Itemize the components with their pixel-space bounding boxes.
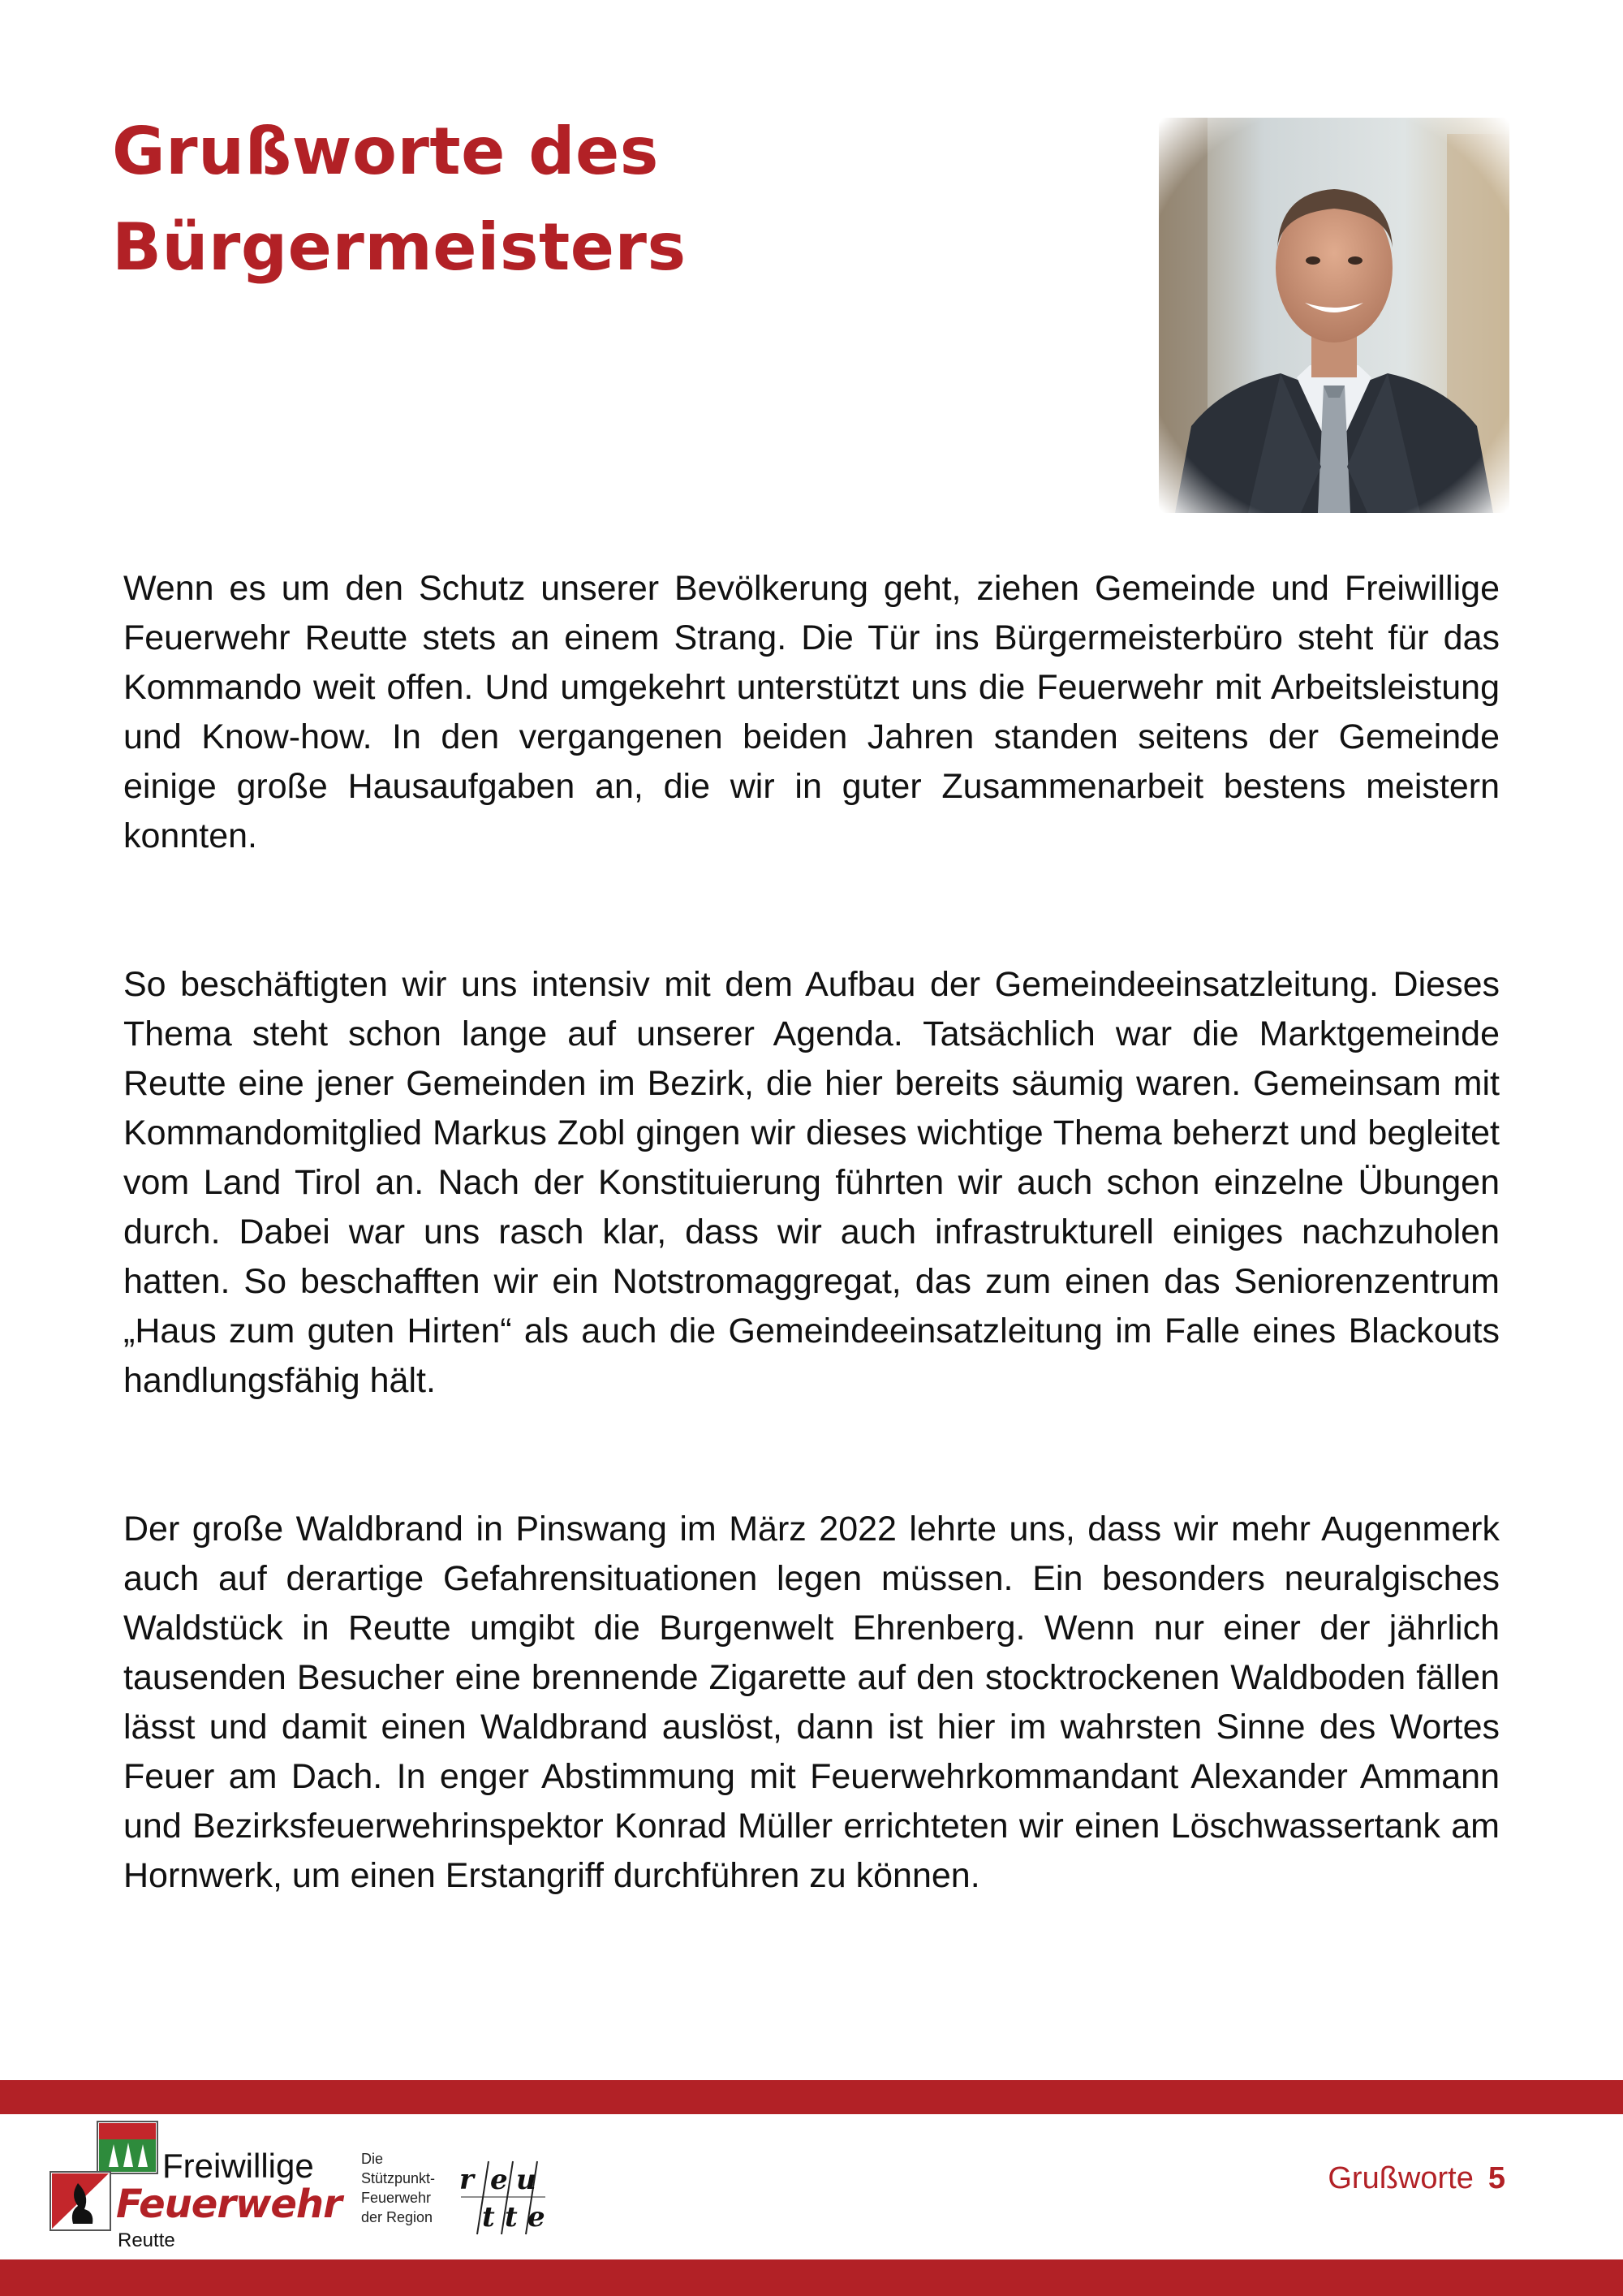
reutte-letter-e2: e — [527, 2201, 545, 2234]
stuetzpunkt-line-3: Feuerwehr — [361, 2190, 432, 2206]
logo-name-line-2: Feuerwehr — [116, 2182, 342, 2227]
reutte-letter-t2: t — [505, 2201, 518, 2234]
stuetzpunkt-line-4: der Region — [361, 2209, 433, 2225]
logo-name-line-3: Reutte — [118, 2229, 175, 2251]
footer-band-top — [0, 2080, 1623, 2114]
logo-name-line-1: Freiwillige — [162, 2147, 314, 2185]
paragraph-1: Wenn es um den Schutz unserer Bevölkerung geht, ziehen Gemeinde und Freiwillige Feuerwehr Reutte stets an einem Strang. Die Tür ins Bürgermeisterbüro steht für das Kommando weit offen. Und umgekehrt unterstützt uns die Feuerwehr mit Arbeitsleistung und Know-how. In den vergangenen beiden Jahren standen seitens der Gemeinde einige große Hausaufgaben an, die wir in guter Zusammenarbeit bestens meistern konnten. — [123, 569, 1500, 855]
stuetzpunkt-text — [361, 2149, 458, 2227]
reutte-letter-r: r — [459, 2164, 474, 2196]
stuetzpunkt-line-1: Die — [361, 2151, 384, 2167]
reutte-letter-t1: t — [482, 2201, 495, 2234]
section-label: Grußworte — [1328, 2161, 1474, 2195]
paragraph-3: Der große Waldbrand in Pinswang im März 2022 lehrte uns, dass wir mehr Augenmerk auch auf derartige Gefahrensituationen legen müssen. Ein besonders neuralgisches Waldstück in Reutte umgibt die Burgenwelt Ehrenberg. Wenn nur einer der jährlich tausenden Besucher eine brennende Zigarette auf den stocktrockenen Waldboden fällen lässt und damit einen Waldbrand auslöst, dann ist hier im wahrsten Sinne des Wortes Feuer am Dach. In enger Abstimmung mit Feuerwehrkommandant Alexander Ammann und Bezirksfeuerwehrinspektor Konrad Müller errichteten wir einen Löschwassertank am Hornwerk, um einen Erstangriff durchführen zu können. — [123, 1510, 1500, 1895]
body-text — [123, 564, 1500, 2000]
reutte-logo-mark — [454, 2155, 552, 2240]
page-title — [112, 104, 687, 295]
portrait-photo — [1159, 118, 1509, 513]
stuetzpunkt-line-2: Stützpunkt- — [361, 2170, 436, 2186]
reutte-letter-u: u — [516, 2164, 536, 2196]
page-title-line-1: Grußworte des — [112, 114, 659, 189]
page-number: 5 — [1487, 2161, 1505, 2195]
footer-section-label — [1328, 2161, 1505, 2196]
page-title-line-2: Bürgermeisters — [112, 209, 687, 285]
footer-band-bottom — [0, 2259, 1623, 2296]
paragraph-2: So beschäftigten wir uns intensiv mit dem Aufbau der Gemeindeeinsatzleitung. Dieses Thema steht schon lange auf unserer Agenda. Tatsächlich war die Marktgemeinde Reutte eine jener Gemeinden im Bezirk, die hier bereits säumig waren. Gemeinsam mit Kommandomitglied Markus Zobl gingen wir dieses wichtige Thema beherzt und begleitet vom Land Tirol an. Nach der Konstituierung führten wir auch schon einzelne Übungen durch. Dabei war uns rasch klar, dass wir auch infrastrukturell einiges nachzuholen hatten. So beschafften wir ein Notstromaggregat, das zum einen das Seniorenzentrum „Haus zum guten Hirten“ als auch die Gemeindeeinsatzleitung im Falle eines Blackouts handlungsfähig hält. — [123, 965, 1500, 1400]
reutte-letter-e: e — [490, 2164, 508, 2196]
